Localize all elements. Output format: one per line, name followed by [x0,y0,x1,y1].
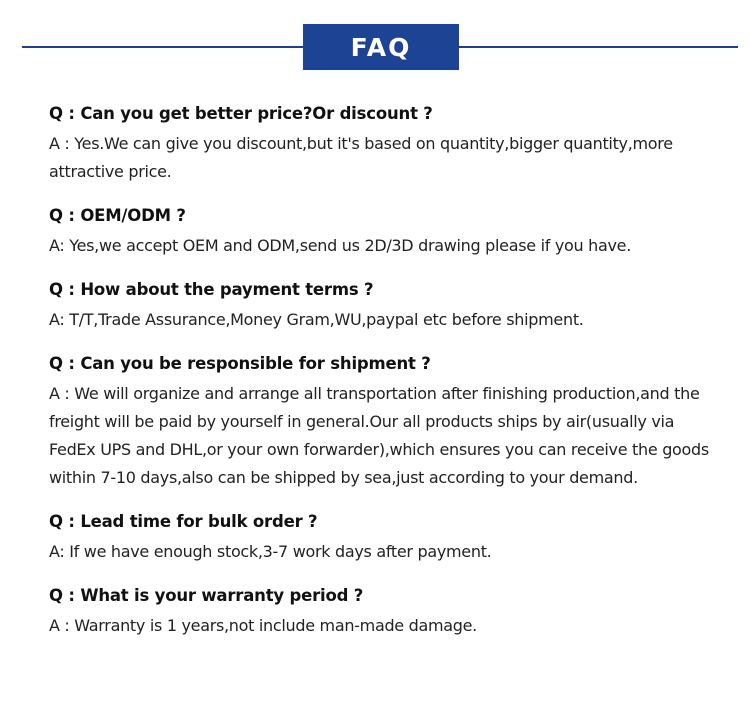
faq-answer: A: If we have enough stock,3-7 work days after payment. [49,542,492,561]
header-rule-right [458,46,738,48]
faq-question: Q : Lead time for bulk order ? [49,512,318,531]
faq-question: Q : Can you get better price?Or discount ? [49,104,433,123]
faq-answer: A: T/T,Trade Assurance,Money Gram,WU,paypal etc before shipment. [49,310,584,329]
faq-header [0,0,750,80]
faq-item-oem [49,202,719,260]
faq-question: Q : Can you be responsible for shipment ? [49,354,431,373]
faq-answer: A : Yes.We can give you discount,but it's based on quantity,bigger quantity,more attractive price. [49,134,673,181]
faq-question: Q : What is your warranty period ? [49,586,364,605]
faq-list [49,100,719,656]
header-rule-left [22,46,304,48]
faq-title: FAQ [303,24,459,70]
faq-item-warranty [49,582,719,640]
faq-item-payment [49,276,719,334]
faq-item-shipment [49,350,719,492]
faq-answer: A : We will organize and arrange all transportation after finishing production,and the freight will be paid by yourself in general.Our all products ships by air(usually via FedEx UPS and DHL,or your own forwarder),which ensures you can receive the goods within 7-10 days,also can be shipped by sea,just according to your demand. [49,384,709,487]
faq-item-discount [49,100,719,186]
faq-question: Q : OEM/ODM ? [49,206,186,225]
faq-answer: A: Yes,we accept OEM and ODM,send us 2D/3D drawing please if you have. [49,236,631,255]
faq-item-lead-time [49,508,719,566]
faq-answer: A : Warranty is 1 years,not include man-made damage. [49,616,477,635]
faq-question: Q : How about the payment terms ? [49,280,374,299]
